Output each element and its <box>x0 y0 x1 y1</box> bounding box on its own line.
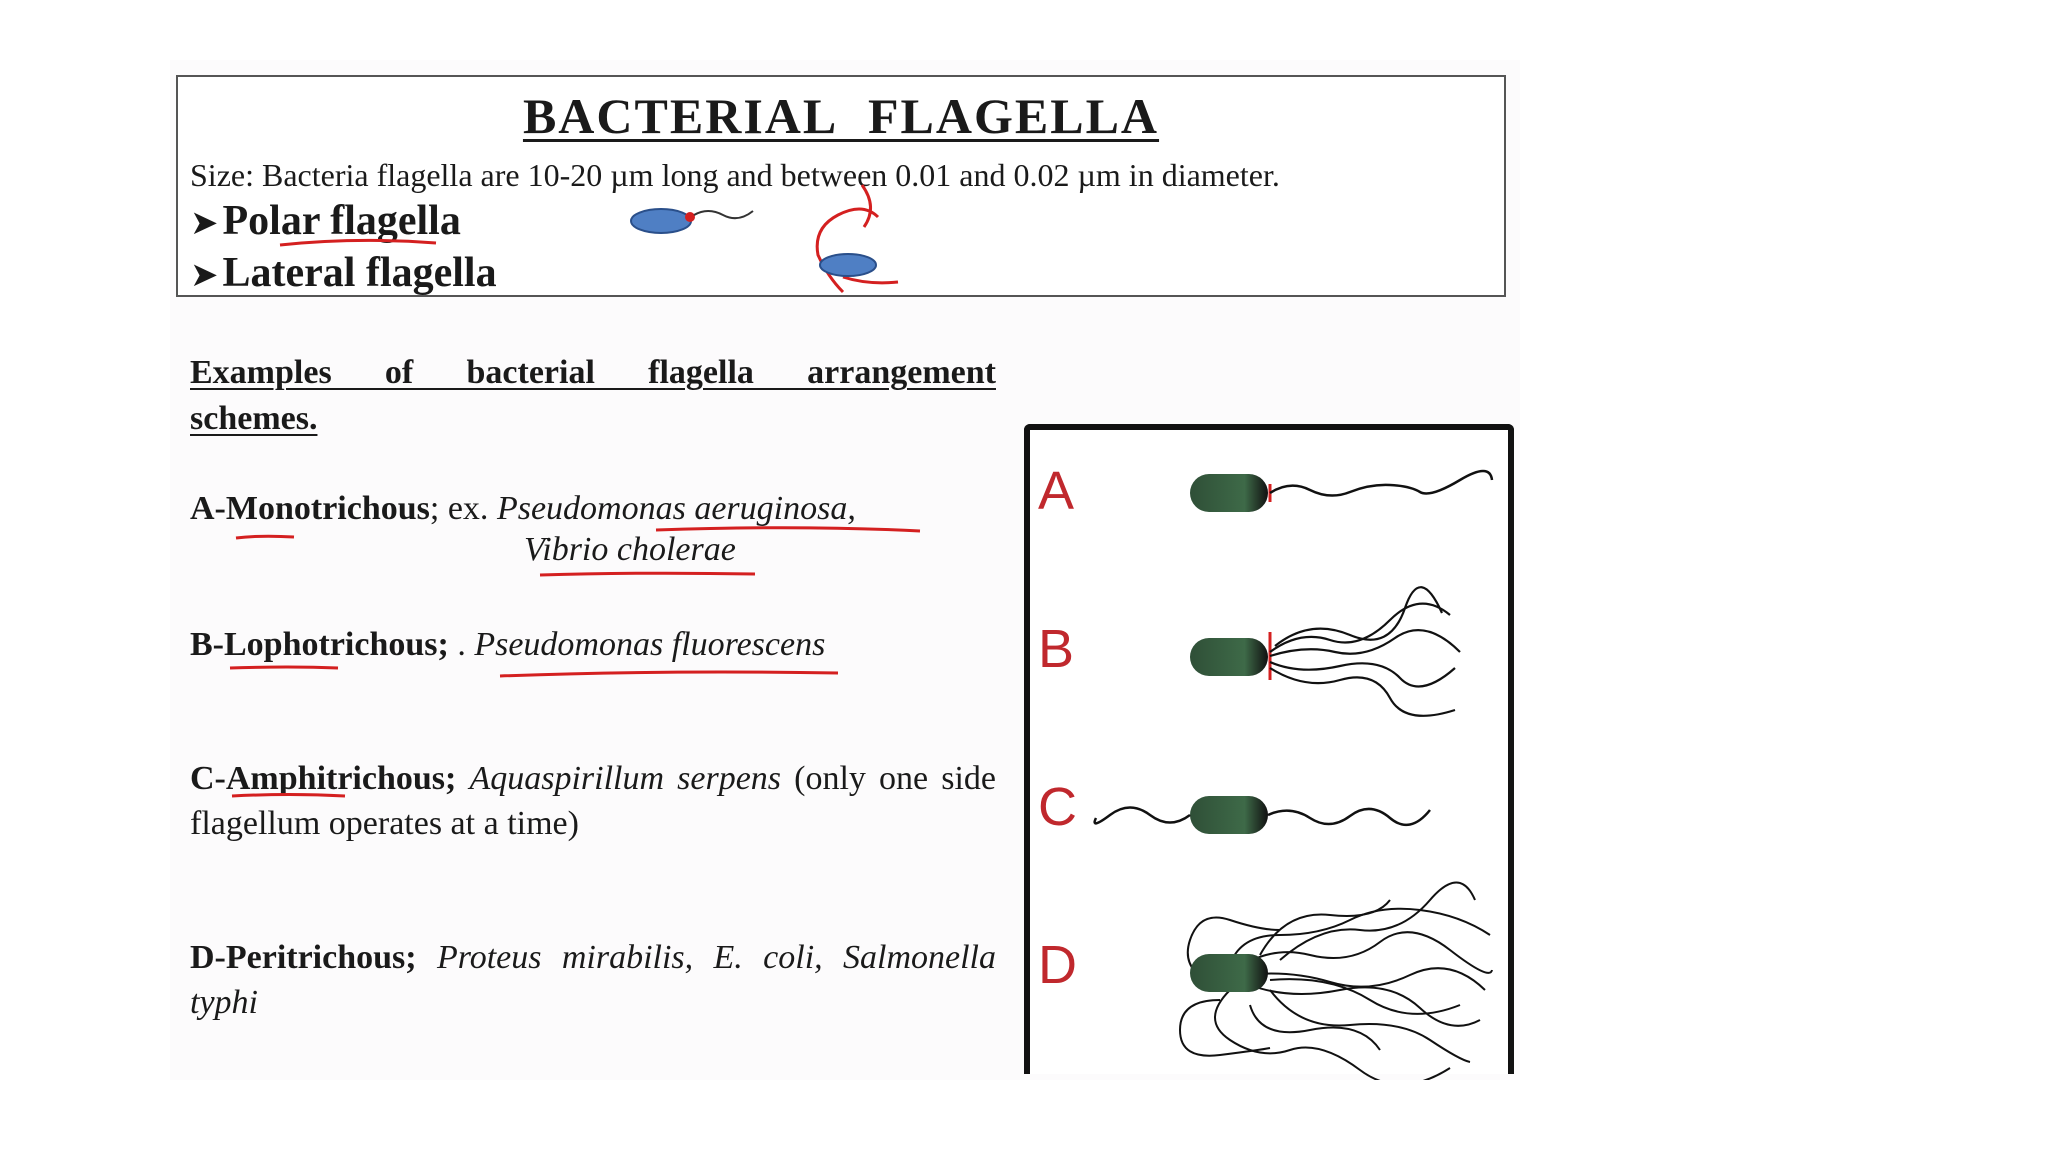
term-lophotrichous: B-Lophotrichous; <box>190 626 449 663</box>
example-peritrichous <box>190 935 996 1025</box>
size-description: Size: Bacteria flagella are 10-20 µm long and between 0.01 and 0.02 µm in diameter. <box>190 157 1280 193</box>
species-aquaspirillum-serpens: Aquaspirillum serpens <box>469 760 782 797</box>
term-amphitrichous: C-Amphitrichous; <box>190 760 457 797</box>
arrow-bullet-icon: ➤ <box>190 203 219 243</box>
polar-underline <box>280 240 436 245</box>
peritrichous-body <box>1190 954 1268 992</box>
label-b: B <box>1038 619 1075 679</box>
header-box <box>176 75 1506 297</box>
separator: . <box>448 626 475 663</box>
species-peritrichous-list: Proteus mirabilis, E. coli, Salmonella typhi <box>190 939 997 1021</box>
arrow-bullet-icon: ➤ <box>190 255 219 295</box>
flagella-arrangement-diagram <box>1024 424 1514 1074</box>
separator: ; ex. <box>429 490 497 527</box>
label-c: C <box>1038 777 1077 837</box>
species-vibrio-cholerae: Vibrio cholerae <box>524 531 736 568</box>
amphitrichous-cell-icon <box>1095 796 1430 834</box>
species-pseudomonas-fluorescens: Pseudomonas fluorescens <box>474 626 826 663</box>
example-amphitrichous <box>190 756 996 846</box>
header-sketches <box>178 77 1508 299</box>
polar-flagellum-sketch-icon <box>631 209 753 233</box>
section-heading-line2: schemes. <box>190 400 318 437</box>
bullet-lateral-label: Lateral flagella <box>222 250 497 296</box>
monotrichous-cell-icon <box>1190 471 1492 512</box>
example-lophotrichous <box>190 622 996 667</box>
species-pseudomonas-aeruginosa: Pseudomonas aeruginosa, <box>496 490 856 527</box>
bullet-polar-label: Polar flagella <box>222 198 461 244</box>
example-monotrichous <box>190 486 996 531</box>
lophotrichous-cell-icon <box>1190 587 1460 716</box>
diagram-drawings <box>1030 430 1520 1080</box>
amphitrichous-note: (only one side flagellum operates at a time) <box>190 760 996 842</box>
term-monotrichous: A-Monotrichous <box>190 490 430 527</box>
page-title: BACTERIAL FLAGELLA <box>522 88 1160 144</box>
lateral-flagellum-sketch-icon <box>817 185 898 292</box>
label-d: D <box>1038 935 1077 995</box>
section-heading: Examples of bacterial flagella arrangement <box>190 354 996 391</box>
term-peritrichous: D-Peritrichous; <box>190 939 417 976</box>
label-a: A <box>1038 461 1075 521</box>
